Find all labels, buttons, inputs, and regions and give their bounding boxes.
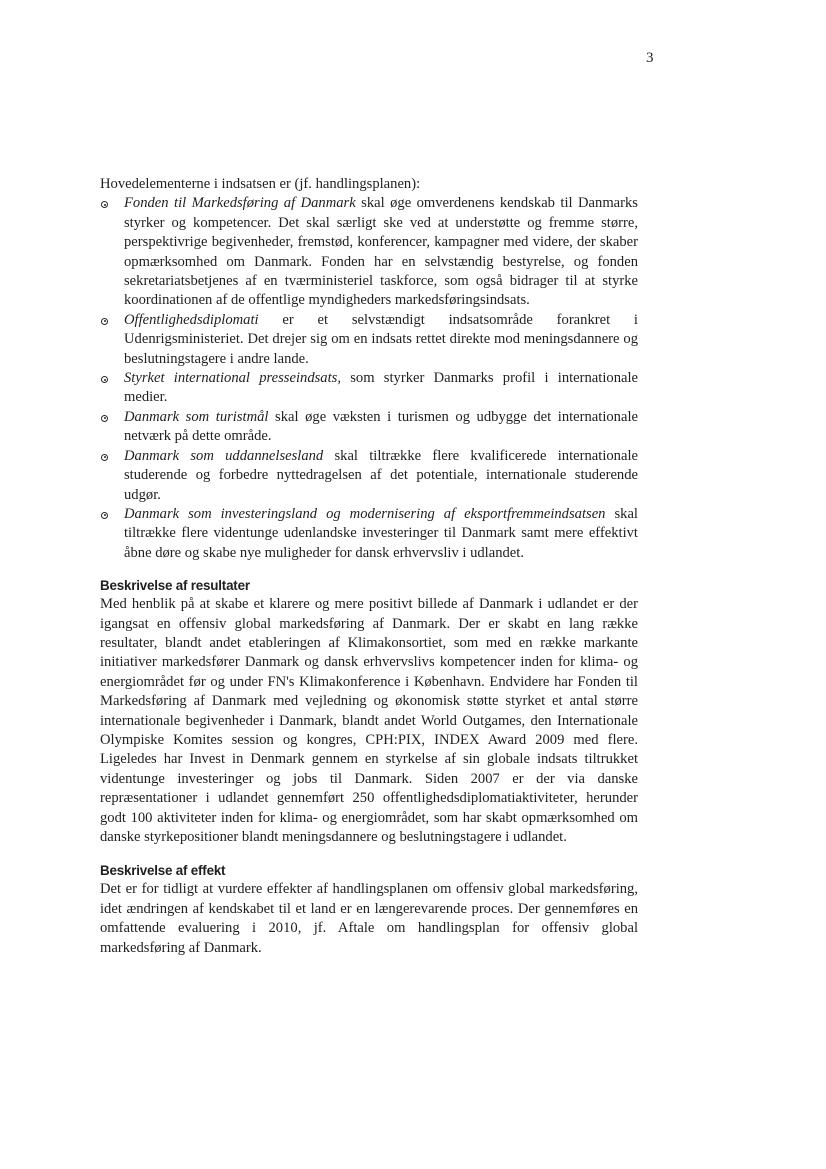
bullet-icon <box>101 512 108 519</box>
intro-text: Hovedelementerne i indsatsen er (jf. handlingsplanen): <box>100 176 421 192</box>
list-item-text: skal tiltrække flere kvalificerede internationale studerende og forbedre nyttedragelsen af det potentiale, internationale studerende udgør. <box>124 447 638 503</box>
results-section <box>100 577 638 847</box>
results-heading: Beskrivelse af resultater <box>100 578 250 594</box>
bullet-icon <box>101 376 108 383</box>
bullet-icon <box>101 415 108 422</box>
list-item <box>100 369 638 408</box>
bullet-icon <box>101 318 108 325</box>
effect-section <box>100 862 638 958</box>
list-item-lead: Danmark som uddannelsesland <box>124 447 324 464</box>
effect-body: Det er for tidligt at vurdere effekter af handlingsplanen om offensiv global markedsføring, idet ændringen af kendskabet til et land er en længerevarende proces. Der gennemføres en omfattende evaluering i 2010, jf. Aftale om handlingsplan for offensiv global markedsføring af Danmark. <box>100 881 638 956</box>
list-item-text: er et selvstændigt indsatsområde forankret i Udenrigsministeriet. Det drejer sig om en indsats rettet direkte mod meningsdannere og beslutningstagere i andre lande. <box>124 311 638 367</box>
elements-list <box>100 194 638 563</box>
list-item-lead: Danmark som turistmål <box>124 408 269 425</box>
bullet-icon <box>101 201 108 208</box>
bullet-icon <box>101 454 108 461</box>
list-item-text: skal tiltrække flere videntunge udenlandske investeringer til Danmark samt mere effektivt åbne døre og skabe nye muligheder for dansk erhvervsliv i udlandet. <box>124 505 638 561</box>
list-item <box>100 505 638 563</box>
list-item-lead: Fonden til Markedsføring af Danmark <box>124 195 356 212</box>
list-item-lead: Offentlighedsdiplomati <box>124 311 259 328</box>
list-item <box>100 194 638 310</box>
list-item <box>100 311 638 369</box>
list-item-text: som styrker Danmarks profil i internationale medier. <box>124 370 638 406</box>
results-body: Med henblik på at skabe et klarere og mere positivt billede af Danmark i udlandet er der igangsat en offensiv global markedsføring af Danmark. Der er skabt en lang række resultater, blandt andet etableringen af Klimakonsortiet, som med en række markante initiativer markedsfører Danmark og dansk erhvervslivs kompetencer inden for klima- og energiområdet før og under FN's Klimakonference i København. Endvidere har Fonden til Markedsføring af Danmark med vejledning og økonomisk støtte styrket et antal større internationale begivenheder i Danmark, blandt andet World Outgames, den Internationale Olympiske Komites session og kongres, CPH:PIX, INDEX Award 2009 med flere. Ligeledes har Invest in Denmark gennem en styrkelse af sin globale indsats tiltrukket videntunge investeringer og jobs til Danmark. Siden 2007 er der via danske repræsentationer i udlandet gennemført 250 offentlighedsdiplomatiaktiviteter, herunder godt 100 aktiviteter inden for klima- og energiområdet, som har skabt opmærksomhed om danske styrkepositioner blandt meningsdannere og beslutningstagere i udlandet. <box>100 596 638 845</box>
page-number: 3 <box>646 50 654 66</box>
document-body <box>100 175 638 958</box>
list-item-lead: Styrket international presseindsats, <box>124 370 341 387</box>
list-item-text: skal øge væksten i turismen og udbygge det internationale netværk på dette område. <box>124 408 638 445</box>
list-item-lead: Danmark som investeringsland og modernisering af eksportfremmeindsatsen <box>124 505 606 522</box>
list-item <box>100 408 638 447</box>
effect-heading: Beskrivelse af effekt <box>100 863 226 879</box>
list-item-text: skal øge omverdenens kendskab til Danmarks styrker og kompetencer. Det skal særligt ske ved at understøtte og fremme større, perspektivrige begivenheder, fremstød, konferencer, kampagner med videre, der skaber opmærksomhed om Danmark. Fonden har en selvstændig bestyrelse, og fonden sekretariatsbetjenes af en tværministeriel taskforce, som også bidrager til at styrke koordinationen af de offentlige myndigheders markedsføringsindsats. <box>124 195 638 309</box>
list-item <box>100 447 638 505</box>
